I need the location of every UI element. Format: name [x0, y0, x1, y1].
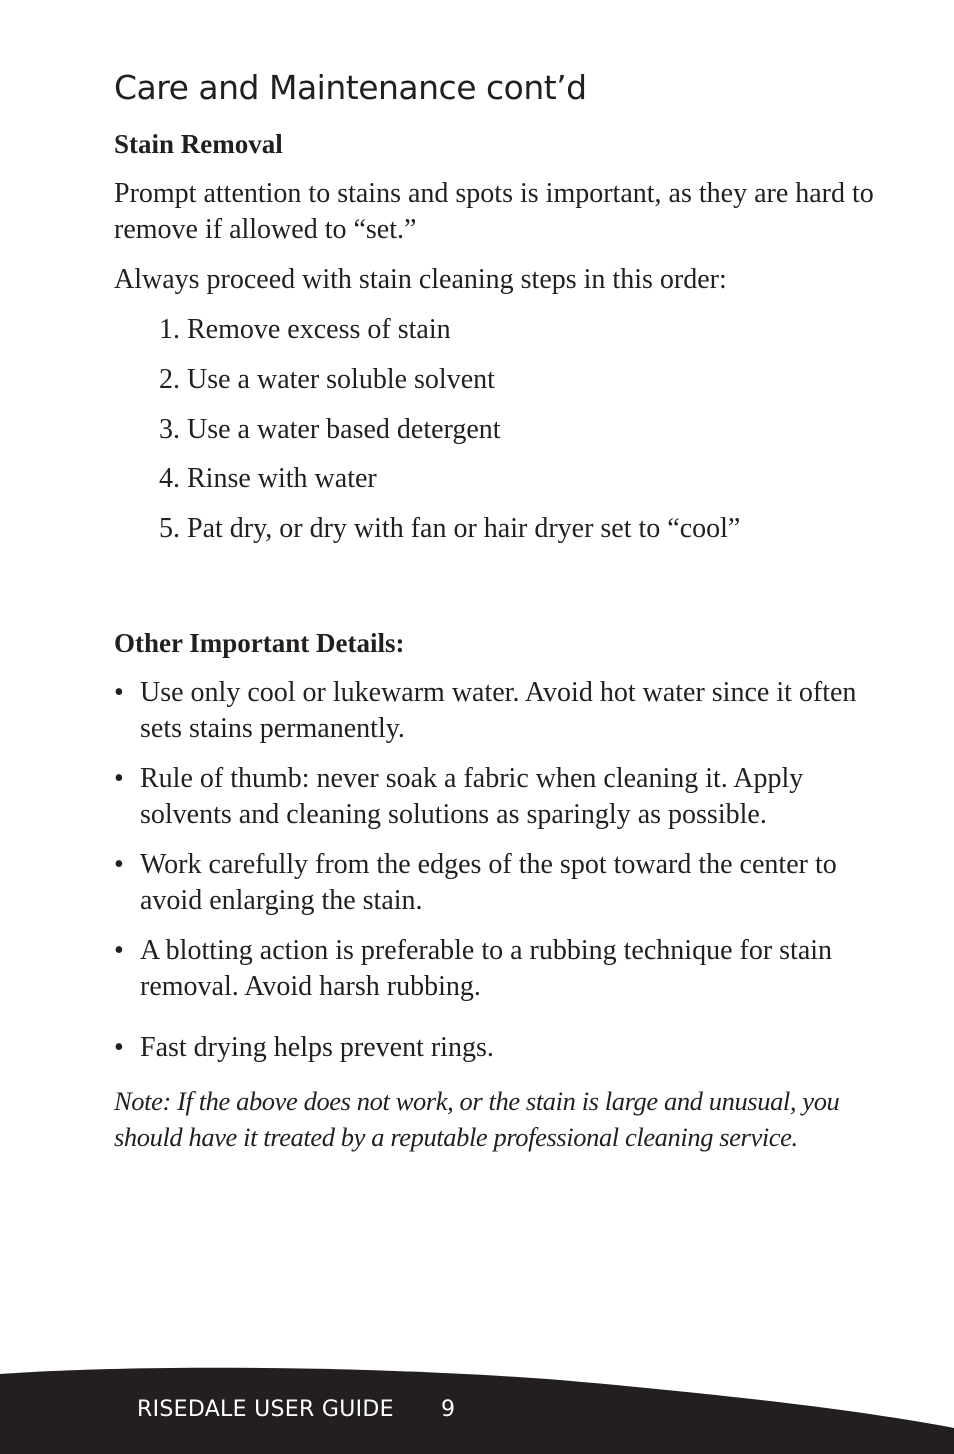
- bullet-marker: •: [114, 935, 124, 966]
- bullet-marker: •: [114, 1032, 124, 1063]
- step-item: 2. Use a water soluble solvent: [159, 364, 495, 395]
- bullet-text: Fast drying helps prevent rings.: [140, 1032, 494, 1063]
- bullet-item: [114, 933, 894, 1005]
- bullet-item: [114, 847, 894, 919]
- bullet-text: Work carefully from the edges of the spot toward the center to avoid enlarging the stain.: [140, 849, 837, 916]
- stain-removal-intro: Prompt attention to stains and spots is important, as they are hard to remove if allowed to “set.”: [114, 178, 874, 245]
- stain-removal-order-text: Always proceed with stain cleaning steps in this order:: [114, 264, 727, 295]
- step-item: 5. Pat dry, or dry with fan or hair dryer set to “cool”: [159, 513, 741, 544]
- bullet-item: [114, 1030, 894, 1066]
- bullet-marker: •: [114, 763, 124, 794]
- step-item: 4. Rinse with water: [159, 463, 377, 494]
- page-number: 9: [441, 1397, 455, 1422]
- stain-removal-heading: Stain Removal: [114, 129, 283, 159]
- bullet-text: Use only cool or lukewarm water. Avoid hot water since it often sets stains permanently.: [140, 677, 857, 744]
- other-details-heading: Other Important Details:: [114, 628, 405, 658]
- bullet-text: Rule of thumb: never soak a fabric when cleaning it. Apply solvents and cleaning solutions as sparingly as possible.: [140, 763, 804, 830]
- bullet-item: [114, 675, 894, 747]
- bullet-text: A blotting action is preferable to a rubbing technique for stain removal. Avoid harsh rubbing.: [140, 935, 833, 1002]
- bullet-item: [114, 761, 894, 833]
- page-title: Care and Maintenance cont’d: [114, 68, 587, 107]
- note-text: Note: If the above does not work, or the stain is large and unusual, you should have it treated by a reputable professional cleaning service.: [114, 1086, 840, 1152]
- bullet-marker: •: [114, 849, 124, 880]
- footer-guide-title: RISEDALE USER GUIDE: [137, 1397, 394, 1422]
- bullet-marker: •: [114, 677, 124, 708]
- step-item: 1. Remove excess of stain: [159, 314, 451, 345]
- step-item: 3. Use a water based detergent: [159, 414, 501, 445]
